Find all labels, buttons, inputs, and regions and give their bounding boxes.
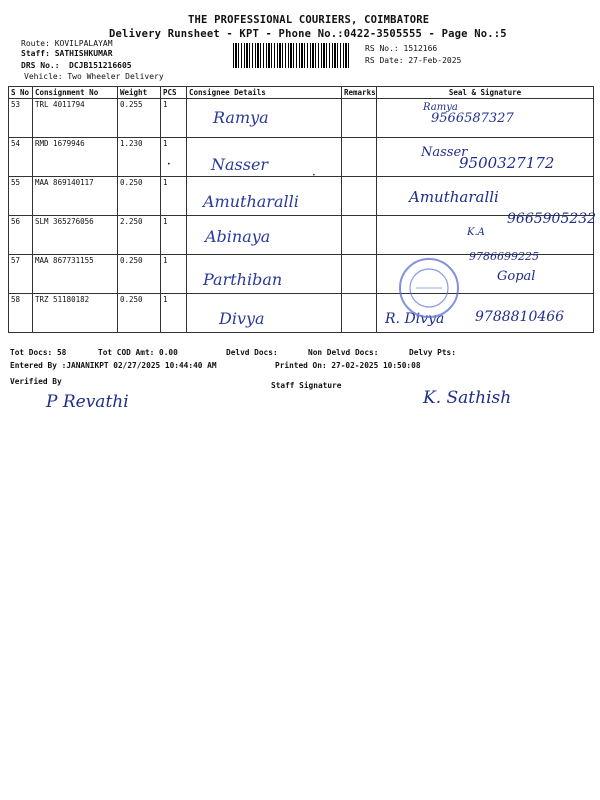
verified-by-label: Verified By: [10, 377, 62, 386]
cell-weight: 2.250: [118, 216, 161, 255]
company-title: THE PROFESSIONAL COURIERS, COIMBATORE: [188, 14, 430, 26]
cell-consignment: MAA 867731155: [33, 255, 118, 294]
cell-signature: [377, 177, 594, 216]
tick-mark: •: [167, 161, 171, 168]
cell-signature: [377, 99, 594, 138]
signature-handwriting: Nasser: [421, 145, 468, 160]
cell-sno: 54: [9, 138, 33, 177]
vehicle-label: Vehicle: Two Wheeler Delivery: [24, 72, 164, 81]
cell-consignment: MAA 869140117: [33, 177, 118, 216]
signature-handwriting: Amutharalli: [409, 188, 499, 206]
cell-remarks: [342, 177, 377, 216]
tick-mark: •: [312, 172, 316, 179]
runsheet-subtitle: Delivery Runsheet - KPT - Phone No.:0422-3505555 - Page No.:5: [109, 28, 507, 40]
table-row: [9, 177, 594, 216]
cell-consignment: TRL 4011794: [33, 99, 118, 138]
delvy-pts: Delvy Pts:: [409, 348, 456, 357]
staff-signature-label: Staff Signature: [271, 381, 342, 390]
cell-weight: 0.250: [118, 177, 161, 216]
signature-handwriting: R. Divya: [385, 311, 445, 327]
phone-handwriting: 9566587327: [431, 111, 514, 126]
col-signature: Seal & Signature: [377, 87, 594, 99]
staff-label: Staff: SATHISHKUMAR: [21, 49, 113, 58]
cell-remarks: [342, 99, 377, 138]
table-header-row: [9, 87, 594, 99]
cell-consignment: TRZ 51180182: [33, 294, 118, 333]
non-delvd-docs: Non Delvd Docs:: [308, 348, 379, 357]
col-weight: Weight: [118, 87, 161, 99]
cell-consignee: [187, 177, 342, 216]
cell-consignee: [187, 294, 342, 333]
table-row: [9, 138, 594, 177]
cell-sno: 56: [9, 216, 33, 255]
consignee-handwriting: Divya: [219, 309, 265, 328]
cell-consignment: RMD 1679946: [33, 138, 118, 177]
drs-label: DRS No.:: [21, 61, 60, 70]
signature-handwriting: Ramya: [423, 102, 458, 113]
signature-handwriting: Gopal: [497, 269, 536, 284]
cell-sno: 53: [9, 99, 33, 138]
staff-handwritten-signature: K. Sathish: [423, 388, 512, 408]
cell-consignee: [187, 216, 342, 255]
cell-consignment: SLM 365276056: [33, 216, 118, 255]
col-sno: S No: [9, 87, 33, 99]
cell-weight: 0.255: [118, 99, 161, 138]
cell-sno: 57: [9, 255, 33, 294]
consignee-handwriting: Nasser: [211, 155, 269, 174]
cell-remarks: [342, 138, 377, 177]
cell-weight: 1.230: [118, 138, 161, 177]
cell-pcs: 1: [161, 294, 187, 333]
phone-handwriting: 9665905232: [507, 211, 597, 227]
phone-handwriting: 9786699225: [469, 250, 539, 263]
phone-handwriting: 9788810466: [475, 309, 565, 325]
cell-sno: 55: [9, 177, 33, 216]
cell-signature: [377, 138, 594, 177]
cell-consignee: [187, 138, 342, 177]
cell-sno: 58: [9, 294, 33, 333]
entered-by: Entered By :JANANIKPT 02/27/2025 10:44:40 AM: [10, 361, 217, 370]
tot-docs: Tot Docs: 58: [10, 348, 67, 357]
table-row: [9, 255, 594, 294]
cell-pcs: 1: [161, 216, 187, 255]
barcode: [233, 43, 350, 68]
cell-pcs: 1: [161, 255, 187, 294]
seal-stamp: [398, 257, 460, 319]
cell-pcs: 1: [161, 177, 187, 216]
col-consignment: Consignment No: [33, 87, 118, 99]
col-remarks: Remarks: [342, 87, 377, 99]
cell-signature: [377, 211, 597, 255]
cell-consignee: [187, 255, 342, 294]
cell-consignee: [187, 99, 342, 138]
table-row: [9, 294, 594, 333]
route-label: Route: KOVILPALAYAM: [21, 39, 113, 48]
cell-weight: 0.250: [118, 294, 161, 333]
rs-number: RS No.: 1512166: [365, 44, 438, 53]
consignee-handwriting: Abinaya: [205, 227, 271, 246]
cell-weight: 0.250: [118, 255, 161, 294]
drs-number: DCJB151216605: [69, 61, 132, 70]
cell-remarks: [342, 294, 377, 333]
verifier-signature: P Revathi: [46, 392, 129, 412]
cell-pcs: 1: [161, 138, 187, 177]
cell-pcs: 1: [161, 99, 187, 138]
consignee-handwriting: Amutharalli: [203, 192, 299, 211]
col-consignee: Consignee Details: [187, 87, 342, 99]
tot-cod-amt: Tot COD Amt: 0.00: [98, 348, 178, 357]
delvd-docs: Delvd Docs:: [226, 348, 278, 357]
runsheet-table: [8, 86, 597, 333]
phone-handwriting: 9500327172: [459, 154, 555, 172]
cell-remarks: [342, 255, 377, 294]
table-row: [9, 99, 594, 138]
consignee-handwriting: Ramya: [213, 108, 269, 127]
table-row: [9, 216, 594, 255]
cell-remarks: [342, 216, 377, 255]
printed-on: Printed On: 27-02-2025 10:50:08: [275, 361, 421, 370]
rs-date: RS Date: 27-Feb-2025: [365, 56, 462, 65]
col-pcs: PCS: [161, 87, 187, 99]
signature-handwriting: K.A: [467, 227, 485, 238]
consignee-handwriting: Parthiban: [203, 270, 283, 289]
